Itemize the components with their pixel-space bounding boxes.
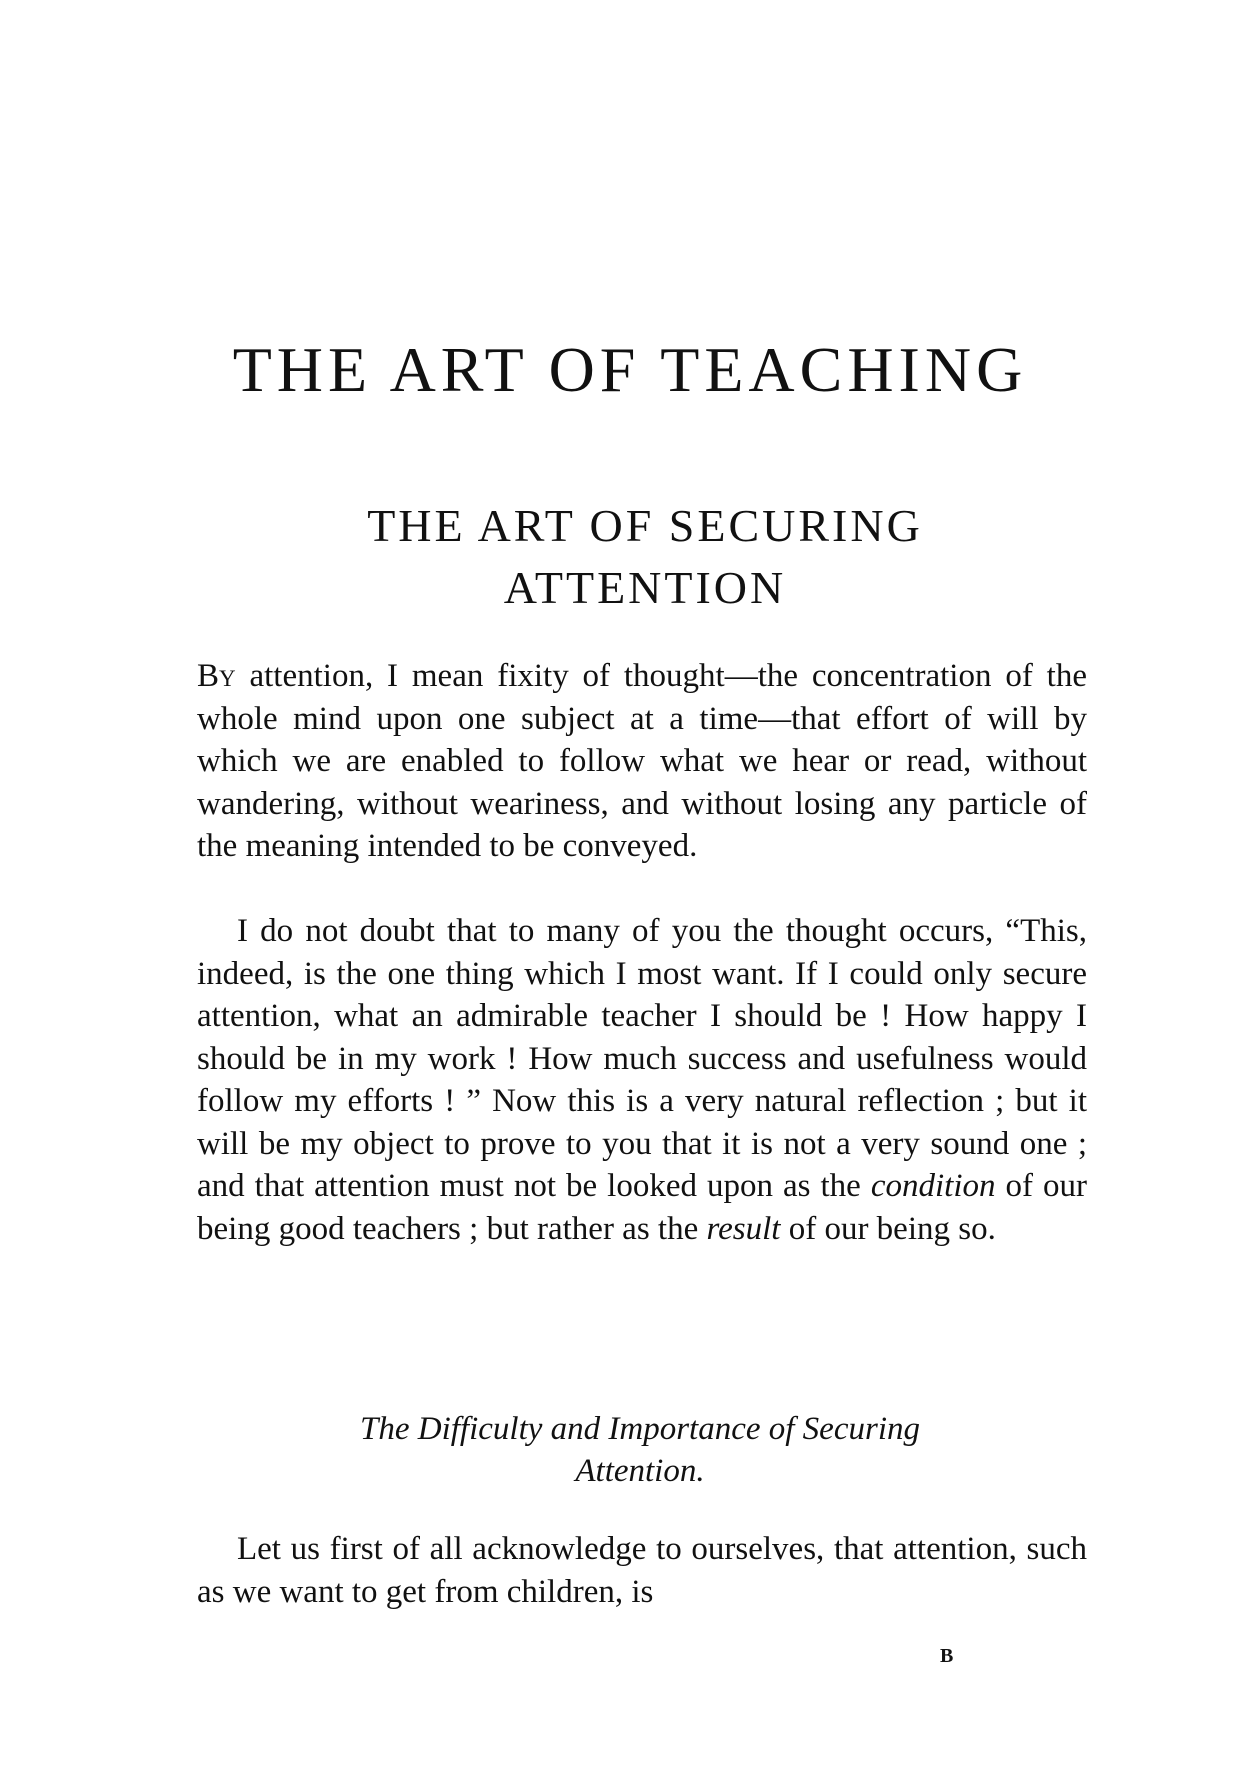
chapter-title: [180, 495, 1110, 619]
emphasis-result: result: [706, 1210, 781, 1247]
paragraph-acknowledge: Let us first of all acknowledge to ourselves, that attention, such as we want to get from children, is: [197, 1531, 1087, 1610]
section-heading-line2: Attention.: [575, 1453, 705, 1489]
paragraph-reflection-part2: of our being good teachers ; but rather as the: [197, 1168, 1088, 1247]
chapter-title-line1: THE ART OF SECURING: [367, 500, 923, 551]
paragraph-reflection: [197, 910, 1087, 1250]
paragraph-lead-word: By: [197, 658, 236, 694]
paragraph-reflection-part1: I do not doubt that to many of you the thought occurs, “This, indeed, is the one thing which I most want. If I could only secure attention, what an admirable teacher I should be ! How happy I should be in my work ! How much success and usefulness would follow my efforts ! ” Now this is a very natural reflection ; but it will be my object to prove to you that it is not a very sound one ; and that attention must not be looked upon as the: [197, 913, 1087, 1204]
chapter-title-line2: ATTENTION: [503, 562, 787, 613]
emphasis-condition: condition: [870, 1168, 996, 1204]
signature-mark: B: [940, 1645, 954, 1667]
paragraph-definition-text: attention, I mean fixity of thought—the concentration of the whole mind upon one subject at a time—that effort of will by which we are enabled to follow what we hear or read, without wandering, without weariness, and without losing any particle of the meaning intended to be conveyed.: [197, 658, 1087, 864]
section-heading: [260, 1408, 1020, 1492]
book-title: THE ART OF TEACHING: [232, 334, 1028, 405]
paragraph-reflection-part3: of our being so.: [780, 1210, 996, 1247]
section-heading-line1: The Difficulty and Importance of Securing: [360, 1411, 920, 1447]
paragraph-definition: [197, 655, 1087, 868]
